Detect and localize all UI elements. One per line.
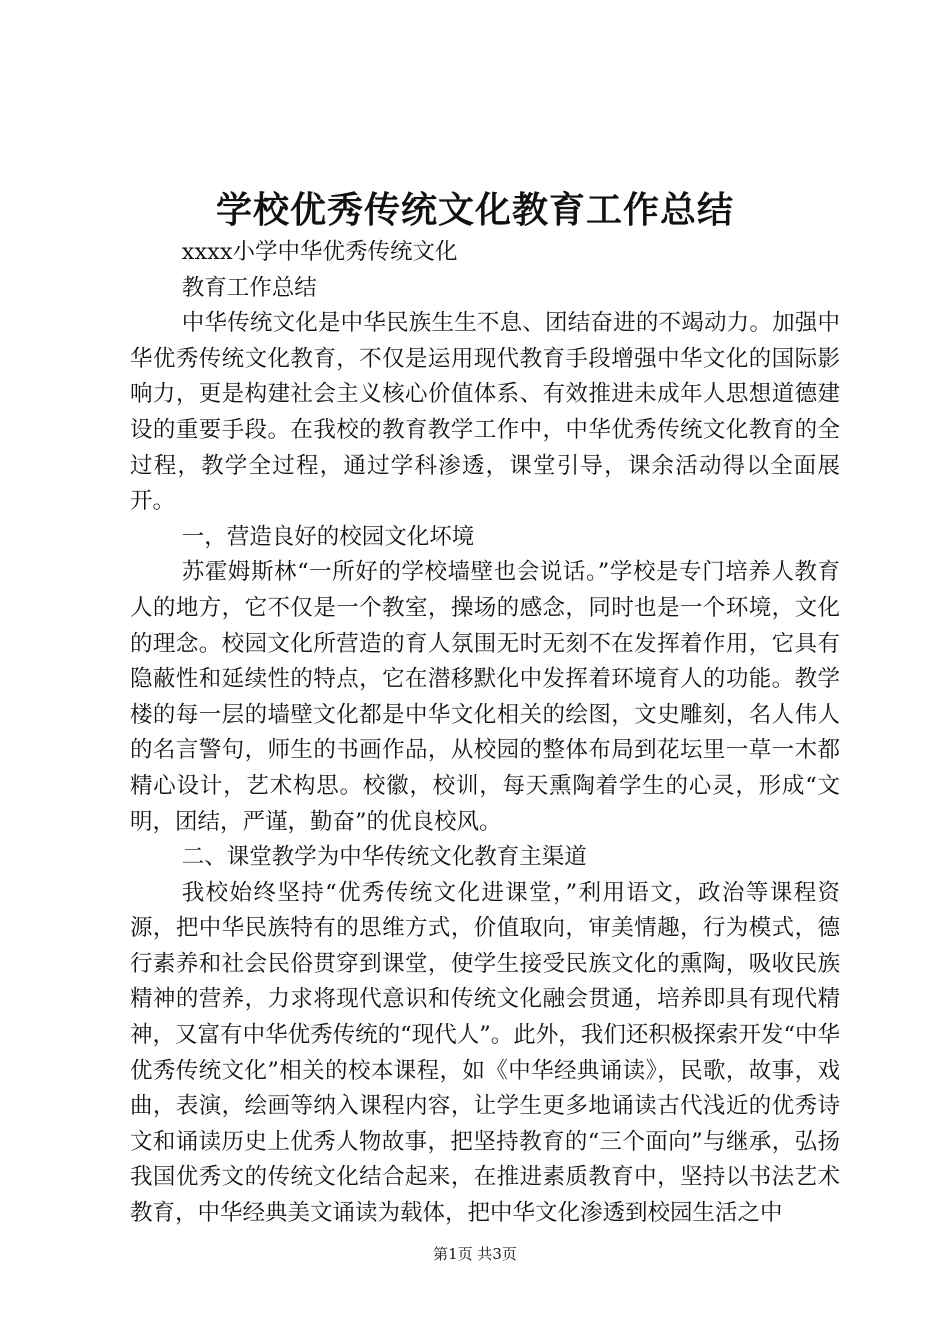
section-1-paragraph: 苏霍姆斯林“一所好的学校墙壁也会说话。”学校是专门培养人教育人的地方，它不仅是一个教室，操场的感念，同时也是一个环境，文化的理念。校园文化所营造的育人氛围无时无刻不在发挥着作用，它具有隐蔽性和延续性的特点，它在潜移默化中发挥着环境育人的功能。教学楼的每一层的墙壁文化都是中华文化相关的绘图，文史雕刻，名人伟人的名言警句，师生的书画作品，从校园的整体布局到花坛里一草一木都精心设计，艺术构思。校徽，校训，每天熏陶着学生的心灵，形成“文明，团结，严谨，勤奋”的优良校风。 — [130, 559, 840, 835]
section-heading-2: 二、课堂教学为中华传统文化教育主渠道 — [181, 844, 587, 871]
subtitle-line-1: xxxx小学中华优秀传统文化 — [181, 239, 458, 265]
section-heading-1: 一，营造良好的校园文化坏境 — [181, 523, 475, 550]
intro-paragraph: 中华传统文化是中华民族生生不息、团结奋进的不竭动力。加强中华优秀传统文化教育，不仅是运用现代教育手段增强中华文化的国际影响力，更是构建社会主义核心价值体系、有效推进未成年人思想道德建设的重要手段。在我校的教育教学工作中，中华优秀传统文化教育的全过程，教学全过程，通过学科渗透，课堂引导，课余活动得以全面展开。 — [130, 310, 840, 515]
document-title: 学校优秀传统文化教育工作总结 — [215, 189, 734, 231]
subtitle-line-2: 教育工作总结 — [181, 274, 317, 301]
section-2-paragraph: 我校始终坚持“优秀传统文化进课堂，”利用语文，政治等课程资源，把中华民族特有的思维方式，价值取向，审美情趣，行为模式，德行素养和社会民俗贯穿到课堂，使学生接受民族文化的熏陶，吸收民族精神的营养，力求将现代意识和传统文化融会贯通，培养即具有现代精神，又富有中华优秀传统的“现代人”。此外，我们还积极探索开发“中华优秀传统文化”相关的校本课程，如《中华经典诵读》，民歌，故事，戏曲，表演，绘画等纳入课程内容，让学生更多地诵读古代浅近的优秀诗文和诵读历史上优秀人物故事，把坚持教育的“三个面向”与继承，弘扬我国优秀文的传统文化结合起来，在推进素质教育中，坚持以书法艺术教育，中华经典美文诵读为载体，把中华文化渗透到校园生活之中 — [130, 879, 840, 1227]
page-footer: 第1页 共3页 — [433, 1245, 517, 1263]
document-body — [130, 235, 840, 1232]
